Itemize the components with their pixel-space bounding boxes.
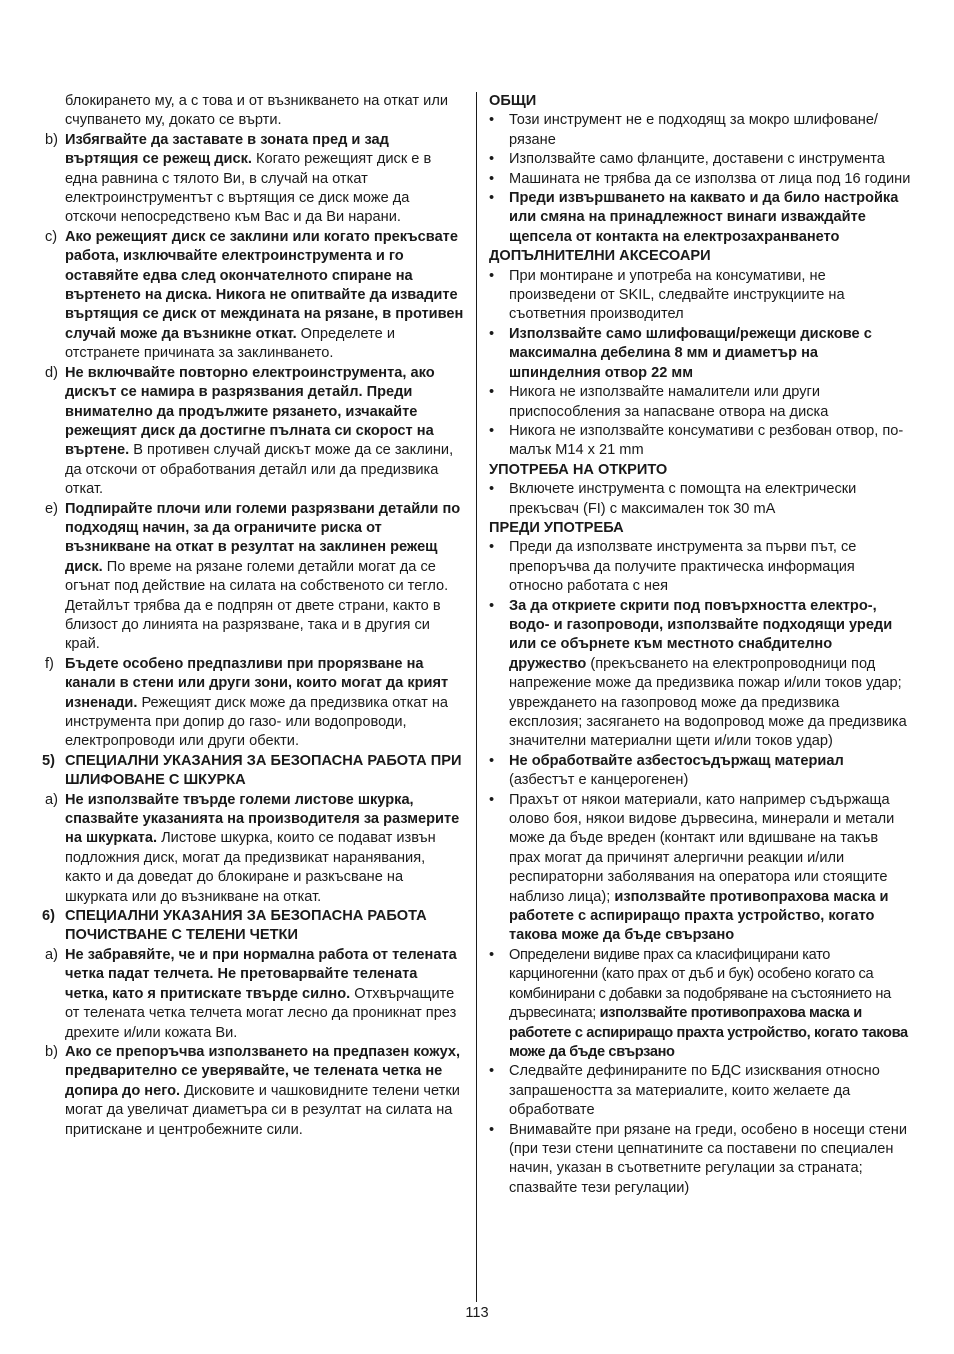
before-use-bullet-2: • За да откриете скрити под повърхността електро-, водо- и газопроводи, използвайте подходящи уреди или се обърнете към местното снабдително дружество (прекъсването на електропроводници под напрежение може да предизвика пожар и/или токов удар; увреждането на газопровод може да предизвика експлозия; засягането на водопровод може да предизвика значителни материални щети и/или токов удар) bbox=[489, 597, 907, 750]
section-4-item-marker: f) bbox=[45, 655, 54, 672]
section-4-items bbox=[42, 131, 464, 752]
accessories-bullet-text: Никога не използвайте консумативи с резбован отвор, по-малък M14 x 21 mm bbox=[509, 422, 904, 459]
section-4-item-bold-text: Ако режещият диск се заклини или когато прекъсвате работа, изключвайте електроинструмента и го оставяйте едва след окончателното спиране на въртенето на диска. Никога не опитвайте да извадите въртящия се диск от междината на рязане, в противен случай може да възникне откат. bbox=[65, 228, 464, 342]
general-bullets bbox=[489, 111, 911, 247]
section-4-item-bold-text: Избягвайте да заставате в зоната пред и зад въртящия се режещ диск. bbox=[65, 131, 389, 168]
general-bullet bbox=[489, 189, 911, 247]
section-6-item bbox=[42, 1043, 464, 1140]
section-5-item-text: Листове шкурка, които се подават извън подложния диск, могат да предизвикат наранявания, както и да доведат до блокиране и разкъсване на шкурката или до възникване на откат. bbox=[65, 830, 436, 905]
general-bullet bbox=[489, 150, 911, 169]
bullet-marker: • bbox=[489, 422, 495, 439]
section-4-item-marker: c) bbox=[45, 228, 58, 245]
bullet-marker: • bbox=[489, 384, 495, 401]
heading-accessories: ДОПЪЛНИТЕЛНИ АКСЕСОАРИ bbox=[489, 248, 711, 265]
section-6-item bbox=[42, 946, 464, 1043]
accessories-bullets bbox=[489, 267, 911, 461]
accessories-bullet-text: При монтиране и употреба на консумативи, не произведени от SKIL, следвайте инструкциите на съответния производител bbox=[509, 267, 845, 323]
section-6-item-bold-text: Ако се препоръчва използването на предпазен кожух, предварително се уверявайте, че телената четка не допира до него. bbox=[65, 1043, 461, 1099]
section-6-heading bbox=[42, 907, 464, 946]
section-6-item-text: Дисковите и чашковидните телени четки могат да увеличат диаметъра си в резултат на силата на притискане и центробежните сили. bbox=[65, 1082, 460, 1138]
column-divider bbox=[476, 92, 477, 1302]
before-use-bullet-5: • Определени видиве прах са класифицирани като карциногенни (като прах от дъб и бук) особено когато са комбинирани с добавки за подобряване на състоянието на дървесината; използвайте противопрахова маска и работете с аспириращо прахта устройство, когато такова може да бъде свързано bbox=[489, 946, 908, 1060]
heading-before-use: ПРЕДИ УПОТРЕБА bbox=[489, 519, 624, 536]
accessories-bullet bbox=[489, 325, 911, 383]
before-use-bullet-1: • Преди да използвате инструмента за първи път, се препоръчва да получите практическа информация относно работата с нея bbox=[489, 539, 857, 595]
bullet-marker: • bbox=[489, 267, 495, 284]
section-4-item-marker: b) bbox=[45, 131, 58, 148]
section-4-item bbox=[42, 500, 464, 655]
section-5-item bbox=[42, 791, 464, 907]
section-4-item-text: Режещият диск може да предизвика откат на инструмента при допир до газо- или водопроводи, електропроводи или други обекти. bbox=[65, 694, 449, 750]
accessories-bullet bbox=[489, 267, 911, 325]
outdoor-bullets bbox=[489, 480, 911, 519]
section-4-item bbox=[42, 131, 464, 228]
section-4-item bbox=[42, 228, 464, 364]
section-5-item-bold-text: Не използвайте твърде големи листове шкурка, спазвайте указанията на производителя за размерите на шкурката. bbox=[65, 791, 460, 847]
section-5-number: 5) bbox=[42, 752, 55, 769]
section-4-item-bold-text: Бъдете особено предпазливи при прорязване на канали в стени или други зони, които могат да крият изненади. bbox=[65, 655, 449, 711]
left-column bbox=[42, 92, 464, 1140]
section-6-items bbox=[42, 946, 464, 1140]
section-5-heading bbox=[42, 752, 464, 791]
accessories-bullet-text: Никога не използвайте намалители или други приспособления за напасване отвора на диска bbox=[509, 384, 829, 420]
section-4-item-text: В противен случай дискът може да се заклини, да отскочи от обработвания детайл или да предизвика откат. bbox=[65, 442, 454, 498]
section-5-item-marker: a) bbox=[45, 791, 58, 808]
before-use-bullet-3: • Не обработвайте азбестосъдържащ материал (азбестът е канцерогенен) bbox=[489, 752, 844, 789]
section-4-item-bold-text: Подпирайте плочи или големи разрязвани детайли по подходящ начин, за да ограничите риска от възникване на откат в резултат на заклинен режещ диск. bbox=[65, 500, 461, 575]
section-4-item bbox=[42, 364, 464, 500]
section-5-items bbox=[42, 791, 464, 907]
section-6-item-bold-text: Не забравяйте, че и при нормална работа от телената четка падат телчета. Не претоварвайте телената четка, като я притискате твърде силно. bbox=[65, 946, 457, 1002]
outdoor-bullet bbox=[489, 480, 911, 519]
section-4-item-marker: e) bbox=[45, 500, 58, 517]
section-6-title: СПЕЦИАЛНИ УКАЗАНИЯ ЗА БЕЗОПАСНА РАБОТА ПОЧИСТВАНЕ С ТЕЛЕНИ ЧЕТКИ bbox=[65, 908, 427, 944]
accessories-bullet bbox=[489, 422, 911, 461]
bullet-marker: • bbox=[489, 112, 495, 129]
before-use-bullet-4: • Прахът от някои материали, като например съдържаща олово боя, някои видове дървесина, минерали и метали може да бъде вреден (контакт или вдишване на такъв прах могат да причинят алергични реакции и/или респираторни заболявания на оператора или стоящите наблизо лица); използвайте противопрахова маска и работете с аспириращо прахта устройство, когато такова може да бъде свързано bbox=[489, 791, 895, 944]
bullet-marker: • bbox=[489, 190, 495, 207]
accessories-bullet-bold-text: Използвайте само шлифоващи/режещи дискове с максимална дебелина 8 мм и диаметър на шпинделния отвор 22 мм bbox=[509, 325, 872, 381]
section-6-item-text: Отхвърчащите от телената четка телчета могат лесно да проникнат през дрехите и/или кожата Ви. bbox=[65, 985, 457, 1041]
before-use-bullet-7: • Внимавайте при рязане на греди, особено в носещи стени (при тези стени цепнатините са поставени по специален начин, указан в съответните регулации за страната; спазвайте тези регулации) bbox=[489, 1121, 907, 1196]
bullet-marker: • bbox=[489, 151, 495, 168]
intro-paragraph: блокирането му, а с това и от възникването на откат или счупването му, докато се върти. bbox=[65, 93, 448, 129]
section-5-title: СПЕЦИАЛНИ УКАЗАНИЯ ЗА БЕЗОПАСНА РАБОТА ПРИ ШЛИФОВАНЕ С ШКУРКА bbox=[65, 752, 462, 789]
heading-general: ОБЩИ bbox=[489, 93, 537, 109]
section-4-item-text: По време на рязане големи детайли могат да се огънат под действие на силата на собственото си тегло. Детайлът трябва да е подпрян от двете страни, както в близост до линията на разрязване, така и в другия си край. bbox=[65, 558, 449, 653]
right-column bbox=[489, 92, 911, 1198]
general-bullet bbox=[489, 111, 911, 150]
section-6-number: 6) bbox=[42, 908, 55, 925]
section-4-item bbox=[42, 655, 464, 752]
section-4-item-text: Когато режещият диск е в една равнина с тялото Ви, в случай на откат електроинструментът с въртящия се диск може да отскочи непосредствено към Вас и да Ви нарани. bbox=[65, 151, 432, 226]
general-bullet-bold-text: Преди извършването на каквато и да било настройка или смяна на принадлежност винаги изваждайте щепсела от контакта на електрозахранването bbox=[509, 190, 899, 245]
accessories-bullet bbox=[489, 383, 911, 422]
bullet-marker: • bbox=[489, 325, 495, 342]
general-bullet bbox=[489, 170, 911, 189]
page-number: 113 bbox=[465, 1305, 489, 1321]
section-6-item-marker: a) bbox=[45, 946, 58, 963]
before-use-bullet-6: • Следвайте дефинираните по БДС изисквания относно запрашеността за материалите, които желаете да обработвате bbox=[489, 1063, 880, 1119]
outdoor-bullet-text: Включете инструмента с помощта на електрически прекъсвач (FI) с максимален ток 30 mA bbox=[509, 481, 857, 517]
bullet-marker: • bbox=[489, 170, 495, 187]
section-4-item-marker: d) bbox=[45, 364, 58, 381]
section-4-item-bold-text: Не включвайте повторно електроинструмента, ако дискът се намира в разрязвания детайл. Преди внимателно да продължите рязането, изчакайте режещият диск да достигне пълната си скорост на въртене. bbox=[65, 364, 435, 459]
general-bullet-text: Използвайте само фланците, доставени с инструмента bbox=[509, 151, 885, 168]
section-6-item-marker: b) bbox=[45, 1043, 58, 1060]
general-bullet-text: Този инструмент не е подходящ за мокро шлифоване/рязане bbox=[509, 112, 878, 148]
section-4-item-text: Определете и отстранете причината за заклинването. bbox=[65, 325, 395, 362]
general-bullet-text: Машината не трябва да се използва от лица под 16 години bbox=[509, 170, 911, 187]
heading-outdoor-use: УПОТРЕБА НА ОТКРИТО bbox=[489, 461, 668, 478]
bullet-marker: • bbox=[489, 481, 495, 498]
